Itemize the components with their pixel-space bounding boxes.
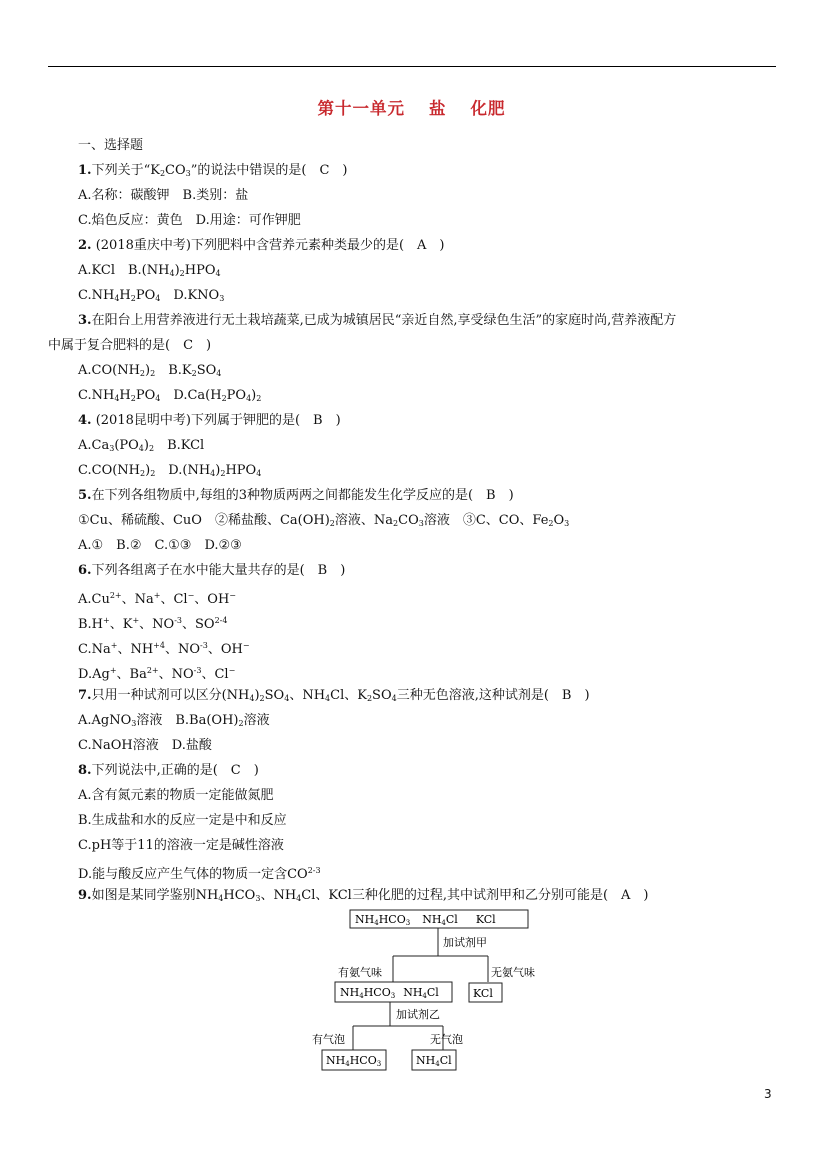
question-3-continued: 中属于复合肥料的是( C ): [48, 338, 212, 353]
question-3-option-ab: $A.CO(NH_2)_2$ $B.K_2SO_4$: [78, 363, 222, 378]
box-nh4hco3-text: NH4HCO3: [326, 1054, 382, 1068]
box-all-fertilizers-text: NH4HCO3 NH4Cl KCl: [355, 913, 496, 927]
step-reagent-a: 加试剂甲: [443, 936, 487, 949]
box-nh4cl-text: NH4Cl: [416, 1054, 452, 1068]
label-ammonia-smell: 有氨气味: [338, 966, 382, 979]
question-8-option-a: A.含有氮元素的物质一定能做氮肥: [78, 788, 274, 803]
box-ammonium-salts-text: NH4HCO3 NH4Cl: [340, 986, 439, 1000]
step-reagent-b: 加试剂乙: [396, 1008, 440, 1021]
question-list: [48, 133, 778, 908]
question-1-option-cd: C.焰色反应：黄色 D.用途：可作钾肥: [78, 213, 301, 228]
page-number: 3: [764, 1087, 772, 1101]
question-4-option-ab: $A.Ca_3(PO_4)_2$ B.KCl: [78, 438, 205, 453]
label-bubbles: 有气泡: [312, 1033, 345, 1046]
question-6-option-b: B.H+、K+、$NO^{-3}$、SO$^{2-4}$: [78, 616, 228, 632]
question-1-option-ab: A.名称：碳酸钾 B.类别：盐: [78, 188, 249, 203]
question-8-option-c: C.pH等于11的溶液一定是碱性溶液: [78, 838, 284, 853]
question-5-options: A.① B.② C.①③ D.②③: [78, 538, 242, 553]
question-6-option-c: C.Na+、$NH^{+4}$、$NO^{-3}$、OH−: [78, 641, 250, 657]
question-6-option-d: D.Ag+、$Ba^{2+}$、$NO^{-3}$、Cl−: [78, 666, 236, 682]
question-8-option-b: B.生成盐和水的反应一定是中和反应: [78, 813, 287, 828]
question-7: 7.只用一种试剂可以区分$(NH_4)_2SO_4$、$NH_4Cl$、$K_2SO_4$三种无色溶液,这种试剂是( B ): [78, 688, 590, 703]
question-8: 8.下列说法中,正确的是( C ): [78, 763, 259, 778]
question-9: 9.如图是某同学鉴别$NH_4HCO_3$、$NH_4Cl$、KCl三种化肥的过程,其中试剂甲和乙分别可能是( A ): [78, 888, 649, 903]
question-7-option-cd: C.NaOH溶液 D.盐酸: [78, 738, 212, 753]
header-rule: [48, 66, 776, 67]
question-5: 5.在下列各组物质中,每组的3种物质两两之间都能发生化学反应的是( B ): [78, 488, 514, 503]
label-no-bubbles: 无气泡: [430, 1033, 463, 1046]
question-1: 1.下列关于“$K_2CO_3$”的说法中错误的是( C ): [78, 163, 348, 178]
label-no-ammonia-smell: 无氨气味: [491, 966, 535, 979]
question-2-option-ab: A.KCl $B.(NH_4)_2HPO_4$: [78, 263, 221, 278]
question-6-option-a: $A.Cu^{2+}$、Na+、Cl−、OH−: [78, 591, 236, 607]
section-heading: 一、选择题: [78, 138, 144, 153]
question-7-option-ab: A.AgNO$_3$溶液 $B.Ba(OH)_2$溶液: [78, 713, 270, 728]
question-2-option-cd: $C.NH_4H_2PO_4$ $D.KNO_3$: [78, 288, 225, 303]
title-unit: 第十一单元: [317, 99, 405, 118]
question-8-option-d: D.能与酸反应产生气体的物质一定含CO$^{2-3}$: [78, 866, 321, 882]
question-5-groups: ①Cu、稀硫酸、CuO ②稀盐酸、$Ca(OH)_2$溶液、$Na_2CO_3$溶液 ③C、CO、$Fe_2O_3$: [78, 513, 570, 528]
box-kcl-text: KCl: [473, 987, 493, 1000]
question-2: 2. (2018重庆中考)下列肥料中含营养元素种类最少的是( A ): [78, 238, 445, 253]
question-4-option-cd: $C.CO(NH_2)_2$ $D.(NH_4)_2HPO_4$: [78, 463, 262, 478]
title-word-2: 化肥: [470, 99, 506, 118]
question-4: 4. (2018昆明中考)下列属于钾肥的是( B ): [78, 413, 341, 428]
question-3: 3.在阳台上用营养液进行无土栽培蔬菜,已成为城镇居民“亲近自然,享受绿色生活”的家庭时尚,营养液配方: [78, 313, 677, 328]
page-title: [0, 95, 823, 119]
question-6: 6.下列各组离子在水中能大量共存的是( B ): [78, 563, 346, 578]
question-3-option-cd: $C.NH_4H_2PO_4$ $D.Ca(H_2PO_4)_2$: [78, 388, 262, 403]
title-word-1: 盐: [429, 99, 447, 118]
identification-flowchart: [300, 908, 560, 1078]
